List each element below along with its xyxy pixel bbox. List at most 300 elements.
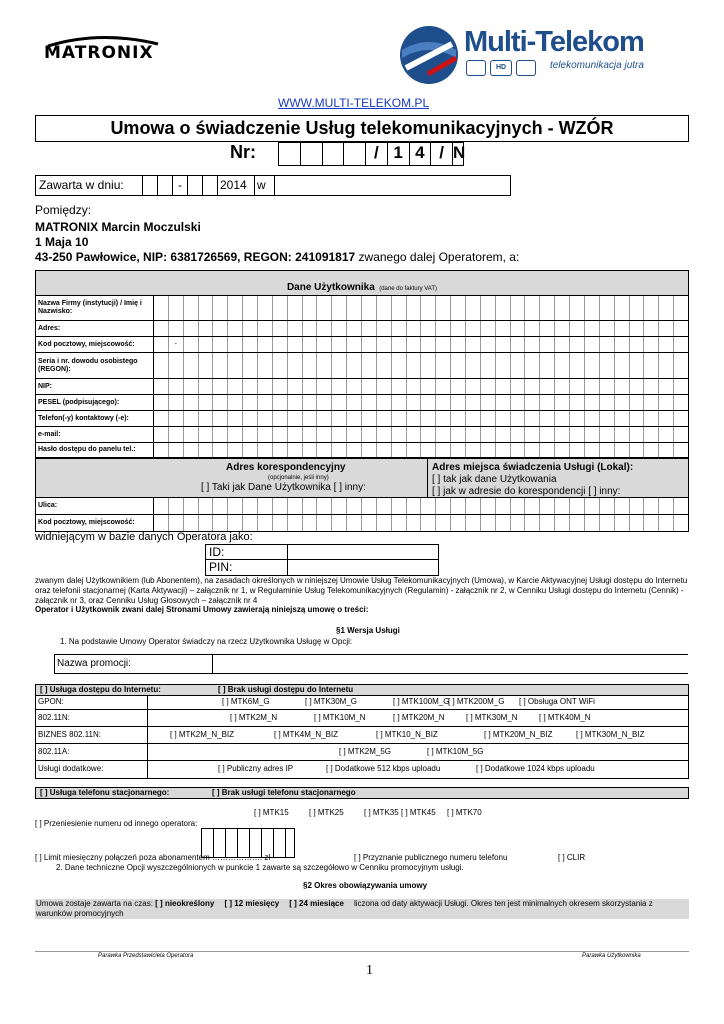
user-data-cell[interactable] <box>555 379 570 394</box>
user-data-cell[interactable] <box>466 337 481 352</box>
user-data-cell[interactable] <box>273 321 288 336</box>
user-data-cell[interactable] <box>600 443 615 457</box>
address-cell[interactable] <box>644 498 659 514</box>
user-data-cell[interactable] <box>332 337 347 352</box>
user-data-cell[interactable] <box>258 443 273 457</box>
address-cell[interactable] <box>392 498 407 514</box>
user-data-cell[interactable] <box>213 427 228 442</box>
user-data-cell[interactable] <box>644 353 659 378</box>
user-data-cell[interactable] <box>332 379 347 394</box>
user-data-cell[interactable]: - <box>169 337 184 352</box>
user-data-cell[interactable] <box>332 443 347 457</box>
user-data-cell[interactable] <box>258 296 273 320</box>
service-addr-opt1[interactable]: [ ] tak jak dane Użytkowania <box>432 474 557 485</box>
user-data-cell[interactable] <box>362 296 377 320</box>
user-data-cell[interactable] <box>199 379 214 394</box>
user-data-cell[interactable] <box>436 296 451 320</box>
nr-field[interactable] <box>278 142 464 166</box>
address-cell[interactable] <box>496 498 511 514</box>
s2-opt-indefinite[interactable]: [ ] nieokreślony <box>155 899 215 908</box>
user-data-cell[interactable] <box>496 337 511 352</box>
address-cell[interactable] <box>659 498 674 514</box>
user-data-cell[interactable] <box>570 395 585 410</box>
address-cell[interactable] <box>258 515 273 531</box>
user-data-cell[interactable] <box>213 296 228 320</box>
address-cell[interactable] <box>317 498 332 514</box>
address-cell[interactable] <box>659 515 674 531</box>
user-data-cell[interactable] <box>169 411 184 426</box>
user-data-cell[interactable] <box>228 379 243 394</box>
user-data-cell[interactable] <box>451 411 466 426</box>
user-data-cell[interactable] <box>630 296 645 320</box>
phone-plan-option[interactable]: [ ] MTK45 <box>401 808 436 817</box>
user-data-cell[interactable] <box>347 427 362 442</box>
user-data-cell[interactable] <box>347 443 362 457</box>
user-data-cell[interactable] <box>496 353 511 378</box>
user-data-cell[interactable] <box>407 379 422 394</box>
address-cell[interactable] <box>585 498 600 514</box>
user-data-cell[interactable] <box>377 443 392 457</box>
user-data-cell[interactable] <box>585 395 600 410</box>
user-data-cell[interactable] <box>525 321 540 336</box>
address-cell[interactable] <box>273 498 288 514</box>
user-data-cell[interactable] <box>659 443 674 457</box>
user-data-cell[interactable] <box>466 379 481 394</box>
user-data-cell[interactable] <box>451 337 466 352</box>
user-data-cell[interactable] <box>199 443 214 457</box>
user-data-cell[interactable] <box>630 443 645 457</box>
user-data-cell[interactable] <box>184 411 199 426</box>
user-data-cell[interactable] <box>659 379 674 394</box>
user-data-cell[interactable] <box>600 379 615 394</box>
user-data-cell[interactable] <box>600 321 615 336</box>
user-data-cell[interactable] <box>555 321 570 336</box>
user-data-cell[interactable] <box>213 411 228 426</box>
user-data-cell[interactable] <box>392 296 407 320</box>
user-data-cell[interactable] <box>555 443 570 457</box>
user-data-cell[interactable] <box>243 337 258 352</box>
address-cell[interactable] <box>600 498 615 514</box>
user-data-cell[interactable] <box>199 296 214 320</box>
user-data-cell[interactable] <box>332 296 347 320</box>
address-cell[interactable] <box>511 515 526 531</box>
user-data-cell[interactable] <box>362 321 377 336</box>
user-data-cell[interactable] <box>258 337 273 352</box>
user-data-cell[interactable] <box>674 337 688 352</box>
address-cell[interactable] <box>303 498 318 514</box>
user-data-cell[interactable] <box>184 395 199 410</box>
user-data-cell[interactable] <box>659 411 674 426</box>
user-data-cell[interactable] <box>630 337 645 352</box>
user-data-cell[interactable] <box>436 443 451 457</box>
user-data-cell[interactable] <box>540 353 555 378</box>
internet-option[interactable]: [ ] Obsługa ONT WiFi <box>519 697 595 706</box>
user-data-cell[interactable] <box>154 337 169 352</box>
user-data-cell[interactable] <box>570 427 585 442</box>
no-phone-option[interactable]: [ ] Brak usługi telefonu stacjonarnego <box>212 788 356 797</box>
user-data-cell[interactable] <box>570 337 585 352</box>
user-data-cell[interactable] <box>585 427 600 442</box>
address-cell[interactable] <box>451 515 466 531</box>
user-data-cell[interactable] <box>243 296 258 320</box>
user-data-cell[interactable] <box>421 395 436 410</box>
user-data-cell[interactable] <box>659 395 674 410</box>
user-data-cell[interactable] <box>377 379 392 394</box>
user-data-cell[interactable] <box>407 353 422 378</box>
address-cell[interactable] <box>303 515 318 531</box>
address-cell[interactable] <box>213 515 228 531</box>
user-data-cell[interactable] <box>273 443 288 457</box>
user-data-cell[interactable] <box>644 321 659 336</box>
user-data-cell[interactable] <box>644 411 659 426</box>
user-data-cell[interactable] <box>317 321 332 336</box>
user-data-cell[interactable] <box>154 443 169 457</box>
user-data-cell[interactable] <box>169 443 184 457</box>
user-data-cell[interactable] <box>169 379 184 394</box>
user-data-cell[interactable] <box>213 379 228 394</box>
user-data-cell[interactable] <box>332 353 347 378</box>
user-data-cell[interactable] <box>317 296 332 320</box>
address-cell[interactable] <box>466 498 481 514</box>
user-data-cell[interactable] <box>347 395 362 410</box>
address-cell[interactable] <box>288 515 303 531</box>
user-data-cell[interactable] <box>540 337 555 352</box>
user-data-cell[interactable] <box>228 321 243 336</box>
user-data-cell[interactable] <box>615 427 630 442</box>
user-data-cell[interactable] <box>585 411 600 426</box>
user-data-cell[interactable] <box>585 296 600 320</box>
address-cell[interactable] <box>169 515 184 531</box>
user-data-cell[interactable] <box>644 379 659 394</box>
user-data-cell[interactable] <box>555 395 570 410</box>
address-cell[interactable] <box>377 498 392 514</box>
user-data-cell[interactable] <box>511 337 526 352</box>
user-data-cell[interactable] <box>511 353 526 378</box>
user-data-cell[interactable] <box>392 379 407 394</box>
user-data-cell[interactable] <box>407 395 422 410</box>
user-data-cell[interactable] <box>674 379 688 394</box>
user-data-cell[interactable] <box>154 321 169 336</box>
user-data-cell[interactable] <box>674 395 688 410</box>
address-cell[interactable] <box>392 515 407 531</box>
address-cell[interactable] <box>496 515 511 531</box>
user-data-cell[interactable] <box>466 353 481 378</box>
user-data-cell[interactable] <box>511 443 526 457</box>
user-data-cell[interactable] <box>407 296 422 320</box>
user-data-cell[interactable] <box>288 443 303 457</box>
user-data-cell[interactable] <box>199 337 214 352</box>
user-data-cell[interactable] <box>154 353 169 378</box>
address-cell[interactable] <box>525 515 540 531</box>
internet-option[interactable]: [ ] MTK6M_G <box>222 697 270 706</box>
user-data-cell[interactable] <box>659 427 674 442</box>
user-data-cell[interactable] <box>392 321 407 336</box>
user-data-cell[interactable] <box>496 427 511 442</box>
user-data-cell[interactable] <box>273 395 288 410</box>
user-data-cell[interactable] <box>481 353 496 378</box>
user-data-cell[interactable] <box>555 296 570 320</box>
address-cell[interactable] <box>644 515 659 531</box>
user-data-cell[interactable] <box>674 411 688 426</box>
user-data-cell[interactable] <box>630 427 645 442</box>
user-data-cell[interactable] <box>362 411 377 426</box>
user-data-cell[interactable] <box>421 337 436 352</box>
user-data-cell[interactable] <box>377 337 392 352</box>
user-data-cell[interactable] <box>228 296 243 320</box>
user-data-cell[interactable] <box>466 296 481 320</box>
user-data-cell[interactable] <box>659 321 674 336</box>
user-data-cell[interactable] <box>273 411 288 426</box>
user-data-cell[interactable] <box>540 427 555 442</box>
address-cell[interactable] <box>585 515 600 531</box>
number-transfer-option[interactable]: [ ] Przeniesienie numeru od innego operatora: <box>35 819 198 828</box>
user-data-cell[interactable] <box>659 353 674 378</box>
address-cell[interactable] <box>481 498 496 514</box>
user-data-cell[interactable] <box>199 411 214 426</box>
address-cell[interactable] <box>347 515 362 531</box>
user-data-cell[interactable] <box>659 337 674 352</box>
user-data-cell[interactable] <box>213 443 228 457</box>
user-data-cell[interactable] <box>570 353 585 378</box>
user-data-cell[interactable] <box>228 411 243 426</box>
user-data-cell[interactable] <box>228 427 243 442</box>
internet-option[interactable]: [ ] MTK200M_G <box>448 697 505 706</box>
user-data-cell[interactable] <box>392 353 407 378</box>
address-cell[interactable] <box>436 515 451 531</box>
user-data-cell[interactable] <box>184 321 199 336</box>
internet-option[interactable]: [ ] MTK2M_N_BIZ <box>170 730 235 739</box>
user-data-cell[interactable] <box>392 411 407 426</box>
user-data-cell[interactable] <box>377 411 392 426</box>
promo-row[interactable] <box>54 654 688 674</box>
user-data-cell[interactable] <box>288 395 303 410</box>
user-data-cell[interactable] <box>184 379 199 394</box>
address-cell[interactable] <box>674 515 688 531</box>
user-data-cell[interactable] <box>317 443 332 457</box>
user-data-cell[interactable] <box>525 296 540 320</box>
user-data-cell[interactable] <box>421 321 436 336</box>
user-data-cell[interactable] <box>243 427 258 442</box>
user-data-cell[interactable] <box>184 296 199 320</box>
user-data-cell[interactable] <box>600 395 615 410</box>
user-data-cell[interactable] <box>377 321 392 336</box>
user-data-cell[interactable] <box>466 427 481 442</box>
user-data-cell[interactable] <box>570 411 585 426</box>
address-cell[interactable] <box>570 498 585 514</box>
user-data-cell[interactable] <box>525 427 540 442</box>
user-data-cell[interactable] <box>303 427 318 442</box>
user-data-cell[interactable] <box>525 353 540 378</box>
address-cell[interactable] <box>362 498 377 514</box>
user-data-cell[interactable] <box>585 443 600 457</box>
user-data-cell[interactable] <box>436 427 451 442</box>
user-data-cell[interactable] <box>332 395 347 410</box>
user-data-cell[interactable] <box>481 321 496 336</box>
user-data-cell[interactable] <box>184 353 199 378</box>
user-data-cell[interactable] <box>317 353 332 378</box>
user-data-cell[interactable] <box>555 427 570 442</box>
user-data-cell[interactable] <box>184 443 199 457</box>
user-data-cell[interactable] <box>154 427 169 442</box>
user-data-cell[interactable] <box>213 337 228 352</box>
user-data-cell[interactable] <box>436 411 451 426</box>
user-data-cell[interactable] <box>496 411 511 426</box>
address-cell[interactable] <box>570 515 585 531</box>
user-data-cell[interactable] <box>317 411 332 426</box>
user-data-cell[interactable] <box>392 427 407 442</box>
user-data-cell[interactable] <box>228 337 243 352</box>
user-data-cell[interactable] <box>451 296 466 320</box>
user-data-cell[interactable] <box>184 427 199 442</box>
user-data-cell[interactable] <box>585 379 600 394</box>
address-cell[interactable] <box>184 498 199 514</box>
user-data-cell[interactable] <box>258 427 273 442</box>
user-data-cell[interactable] <box>555 353 570 378</box>
user-data-cell[interactable] <box>451 353 466 378</box>
user-data-cell[interactable] <box>615 411 630 426</box>
user-data-cell[interactable] <box>228 353 243 378</box>
address-cell[interactable] <box>199 498 214 514</box>
user-data-cell[interactable] <box>630 379 645 394</box>
user-data-cell[interactable] <box>154 395 169 410</box>
address-cell[interactable] <box>332 515 347 531</box>
user-data-cell[interactable] <box>555 337 570 352</box>
user-data-cell[interactable] <box>169 427 184 442</box>
user-data-cell[interactable] <box>570 379 585 394</box>
user-data-cell[interactable] <box>451 395 466 410</box>
user-data-cell[interactable] <box>674 427 688 442</box>
user-data-cell[interactable] <box>332 321 347 336</box>
user-data-cell[interactable] <box>421 443 436 457</box>
user-data-cell[interactable] <box>525 379 540 394</box>
user-data-cell[interactable] <box>421 411 436 426</box>
user-data-cell[interactable] <box>199 353 214 378</box>
user-data-cell[interactable] <box>644 395 659 410</box>
user-data-cell[interactable] <box>392 337 407 352</box>
address-cell[interactable] <box>555 515 570 531</box>
user-data-cell[interactable] <box>362 443 377 457</box>
phone-service-option[interactable]: [ ] Usługa telefonu stacjonarnego: <box>40 788 170 797</box>
user-data-cell[interactable] <box>630 321 645 336</box>
user-data-cell[interactable] <box>421 353 436 378</box>
user-data-cell[interactable] <box>258 395 273 410</box>
user-data-cell[interactable] <box>154 296 169 320</box>
user-data-cell[interactable] <box>169 296 184 320</box>
user-data-cell[interactable] <box>347 411 362 426</box>
user-data-cell[interactable] <box>540 443 555 457</box>
address-cell[interactable] <box>555 498 570 514</box>
user-data-cell[interactable] <box>615 321 630 336</box>
user-data-cell[interactable] <box>451 321 466 336</box>
address-cell[interactable] <box>228 498 243 514</box>
address-cell[interactable] <box>213 498 228 514</box>
user-data-cell[interactable] <box>243 353 258 378</box>
user-data-cell[interactable] <box>511 427 526 442</box>
address-cell[interactable] <box>630 498 645 514</box>
user-data-cell[interactable] <box>332 427 347 442</box>
call-limit-option[interactable]: [ ] Limit miesięczny połączeń poza abonamentem ………………. zł <box>35 853 271 862</box>
user-data-cell[interactable] <box>347 379 362 394</box>
user-data-cell[interactable] <box>436 379 451 394</box>
user-data-cell[interactable] <box>496 379 511 394</box>
user-data-cell[interactable] <box>273 296 288 320</box>
user-data-cell[interactable] <box>303 321 318 336</box>
user-data-cell[interactable] <box>199 395 214 410</box>
user-data-cell[interactable] <box>362 427 377 442</box>
date-row[interactable] <box>35 175 511 196</box>
address-cell[interactable] <box>407 515 422 531</box>
internet-option[interactable]: [ ] MTK10M_N <box>314 713 366 722</box>
user-data-cell[interactable] <box>481 379 496 394</box>
user-data-cell[interactable] <box>481 427 496 442</box>
user-data-cell[interactable] <box>644 337 659 352</box>
user-data-cell[interactable] <box>303 411 318 426</box>
user-data-cell[interactable] <box>362 379 377 394</box>
user-data-cell[interactable] <box>317 379 332 394</box>
internet-option[interactable]: [ ] MTK40M_N <box>539 713 591 722</box>
address-cell[interactable] <box>332 498 347 514</box>
user-data-cell[interactable] <box>154 379 169 394</box>
address-cell[interactable] <box>466 515 481 531</box>
user-data-cell[interactable] <box>570 296 585 320</box>
user-data-cell[interactable] <box>436 321 451 336</box>
internet-option[interactable]: [ ] MTK20M_N <box>393 713 445 722</box>
user-data-cell[interactable] <box>288 353 303 378</box>
internet-option[interactable]: [ ] MTK4M_N_BIZ <box>274 730 339 739</box>
user-data-cell[interactable] <box>600 296 615 320</box>
user-data-cell[interactable] <box>288 321 303 336</box>
user-data-cell[interactable] <box>347 337 362 352</box>
internet-option[interactable]: [ ] MTK2M_N <box>230 713 278 722</box>
user-data-cell[interactable] <box>525 337 540 352</box>
user-data-cell[interactable] <box>317 337 332 352</box>
user-data-cell[interactable] <box>644 296 659 320</box>
user-data-cell[interactable] <box>228 395 243 410</box>
user-data-cell[interactable] <box>213 395 228 410</box>
user-data-cell[interactable] <box>674 353 688 378</box>
user-data-cell[interactable] <box>407 427 422 442</box>
user-data-cell[interactable] <box>436 395 451 410</box>
address-cell[interactable] <box>674 498 688 514</box>
address-cell[interactable] <box>600 515 615 531</box>
user-data-cell[interactable] <box>644 443 659 457</box>
user-data-cell[interactable] <box>169 353 184 378</box>
user-data-cell[interactable] <box>347 296 362 320</box>
user-data-cell[interactable] <box>199 427 214 442</box>
website-link[interactable]: WWW.MULTI-TELEKOM.PL <box>278 96 430 110</box>
clir-option[interactable]: [ ] CLIR <box>558 853 586 862</box>
internet-option[interactable]: [ ] Dodatkowe 1024 kbps uploadu <box>476 764 595 773</box>
user-data-cell[interactable] <box>243 395 258 410</box>
address-cell[interactable] <box>317 515 332 531</box>
s2-opt-24[interactable]: [ ] 24 miesiące <box>289 899 344 908</box>
internet-option[interactable]: [ ] Dodatkowe 512 kbps uploadu <box>326 764 441 773</box>
user-data-cell[interactable] <box>362 395 377 410</box>
user-data-cell[interactable] <box>407 443 422 457</box>
user-data-cell[interactable] <box>451 427 466 442</box>
address-cell[interactable] <box>199 515 214 531</box>
user-data-cell[interactable] <box>525 395 540 410</box>
address-cell[interactable] <box>288 498 303 514</box>
user-data-cell[interactable] <box>496 443 511 457</box>
user-data-cell[interactable] <box>496 296 511 320</box>
address-cell[interactable] <box>615 515 630 531</box>
user-data-cell[interactable] <box>511 321 526 336</box>
user-data-cell[interactable] <box>288 427 303 442</box>
user-data-cell[interactable] <box>421 296 436 320</box>
user-data-cell[interactable] <box>600 337 615 352</box>
internet-option[interactable]: [ ] MTK10M_5G <box>427 747 484 756</box>
